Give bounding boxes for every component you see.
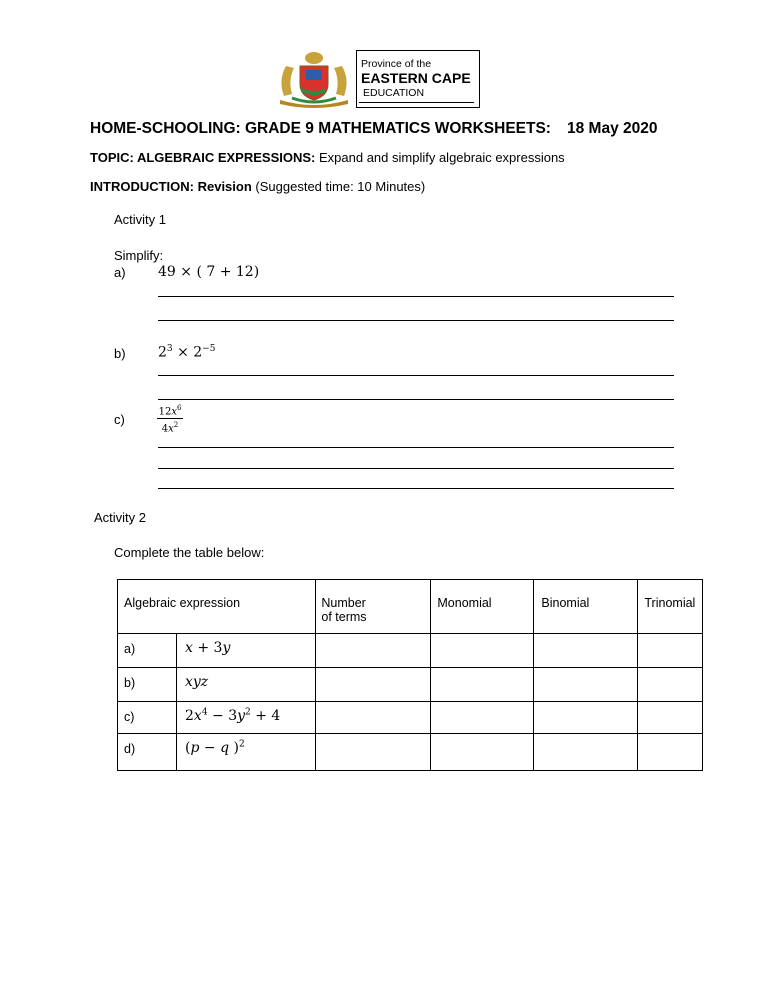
answer-line [158,296,674,297]
item-c-label: c) [114,412,125,427]
answer-line [158,320,674,321]
item-b-expression: $2^3 \times 2^{-5}$ [158,344,216,361]
intro-line [90,179,425,194]
trinomial-cell[interactable] [638,702,703,734]
row-label: b) [118,668,177,702]
worksheet-title: HOME-SCHOOLING: GRADE 9 MATHEMATICS WORKSHEETS: [90,120,551,137]
monomial-cell[interactable] [431,668,534,702]
item-a-expression: 49 × ( 7 + 12) [158,264,260,280]
binomial-cell[interactable] [534,634,638,668]
topic-text: Expand and simplify algebraic expressions [319,150,565,165]
monomial-cell[interactable] [431,734,534,771]
table-row [118,734,703,771]
answer-line [158,399,674,400]
terms-cell[interactable] [316,734,431,771]
trinomial-cell[interactable] [638,668,703,702]
logo-line-education: EDUCATION [363,87,425,99]
answer-line [158,447,674,448]
answer-line [158,468,674,469]
coat-of-arms-icon [272,50,356,108]
terms-cell[interactable] [316,702,431,734]
activity2-title: Activity 2 [94,510,147,525]
header-expression: Algebraic expression [118,580,316,634]
activity1-title: Activity 1 [114,212,167,227]
header-number-of-terms: Number of terms [316,580,431,634]
item-b-label: b) [114,346,126,361]
logo-underline [359,102,474,103]
monomial-cell[interactable] [431,634,534,668]
intro-text: (Suggested time: 10 Minutes) [255,179,426,194]
classification-table [117,579,703,771]
binomial-cell[interactable] [534,668,638,702]
item-c-fraction [156,402,184,436]
trinomial-cell[interactable] [638,734,703,771]
table-row [118,634,703,668]
logo-line-eastern-cape: EASTERN CAPE [361,70,471,86]
table-row [118,668,703,702]
row-expression: $2x^4 - 3y^2 + 4$ [177,702,316,734]
header-trinomial: Trinomial [638,580,703,634]
row-label: d) [118,734,177,771]
header-binomial: Binomial [534,580,638,634]
table-header-row [118,580,703,634]
activity2-instruction: Complete the table below: [114,545,265,560]
answer-line [158,375,674,376]
row-label: a) [118,634,177,668]
item-a-label: a) [114,265,126,280]
fraction-denominator: $4x^2$ [161,421,179,435]
topic-label: TOPIC: ALGEBRAIC EXPRESSIONS: [90,150,316,165]
topic-line [90,150,565,165]
row-expression: x + 3y [177,634,316,668]
row-label: c) [118,702,177,734]
fraction-numerator: $12x^6$ [158,404,182,418]
header-monomial: Monomial [431,580,534,634]
intro-label: INTRODUCTION: Revision [90,179,252,194]
terms-cell[interactable] [316,668,431,702]
table-row [118,702,703,734]
logo [272,50,480,108]
activity1-instruction: Simplify: [114,248,164,263]
logo-text-box [356,50,480,108]
row-expression: xyz [177,668,316,702]
terms-cell[interactable] [316,634,431,668]
monomial-cell[interactable] [431,702,534,734]
row-expression: (p − q )$^2$ [177,734,316,771]
binomial-cell[interactable] [534,702,638,734]
logo-line-province: Province of the [361,58,432,70]
answer-line [158,488,674,489]
binomial-cell[interactable] [534,734,638,771]
trinomial-cell[interactable] [638,634,703,668]
worksheet-date: 18 May 2020 [567,120,658,137]
